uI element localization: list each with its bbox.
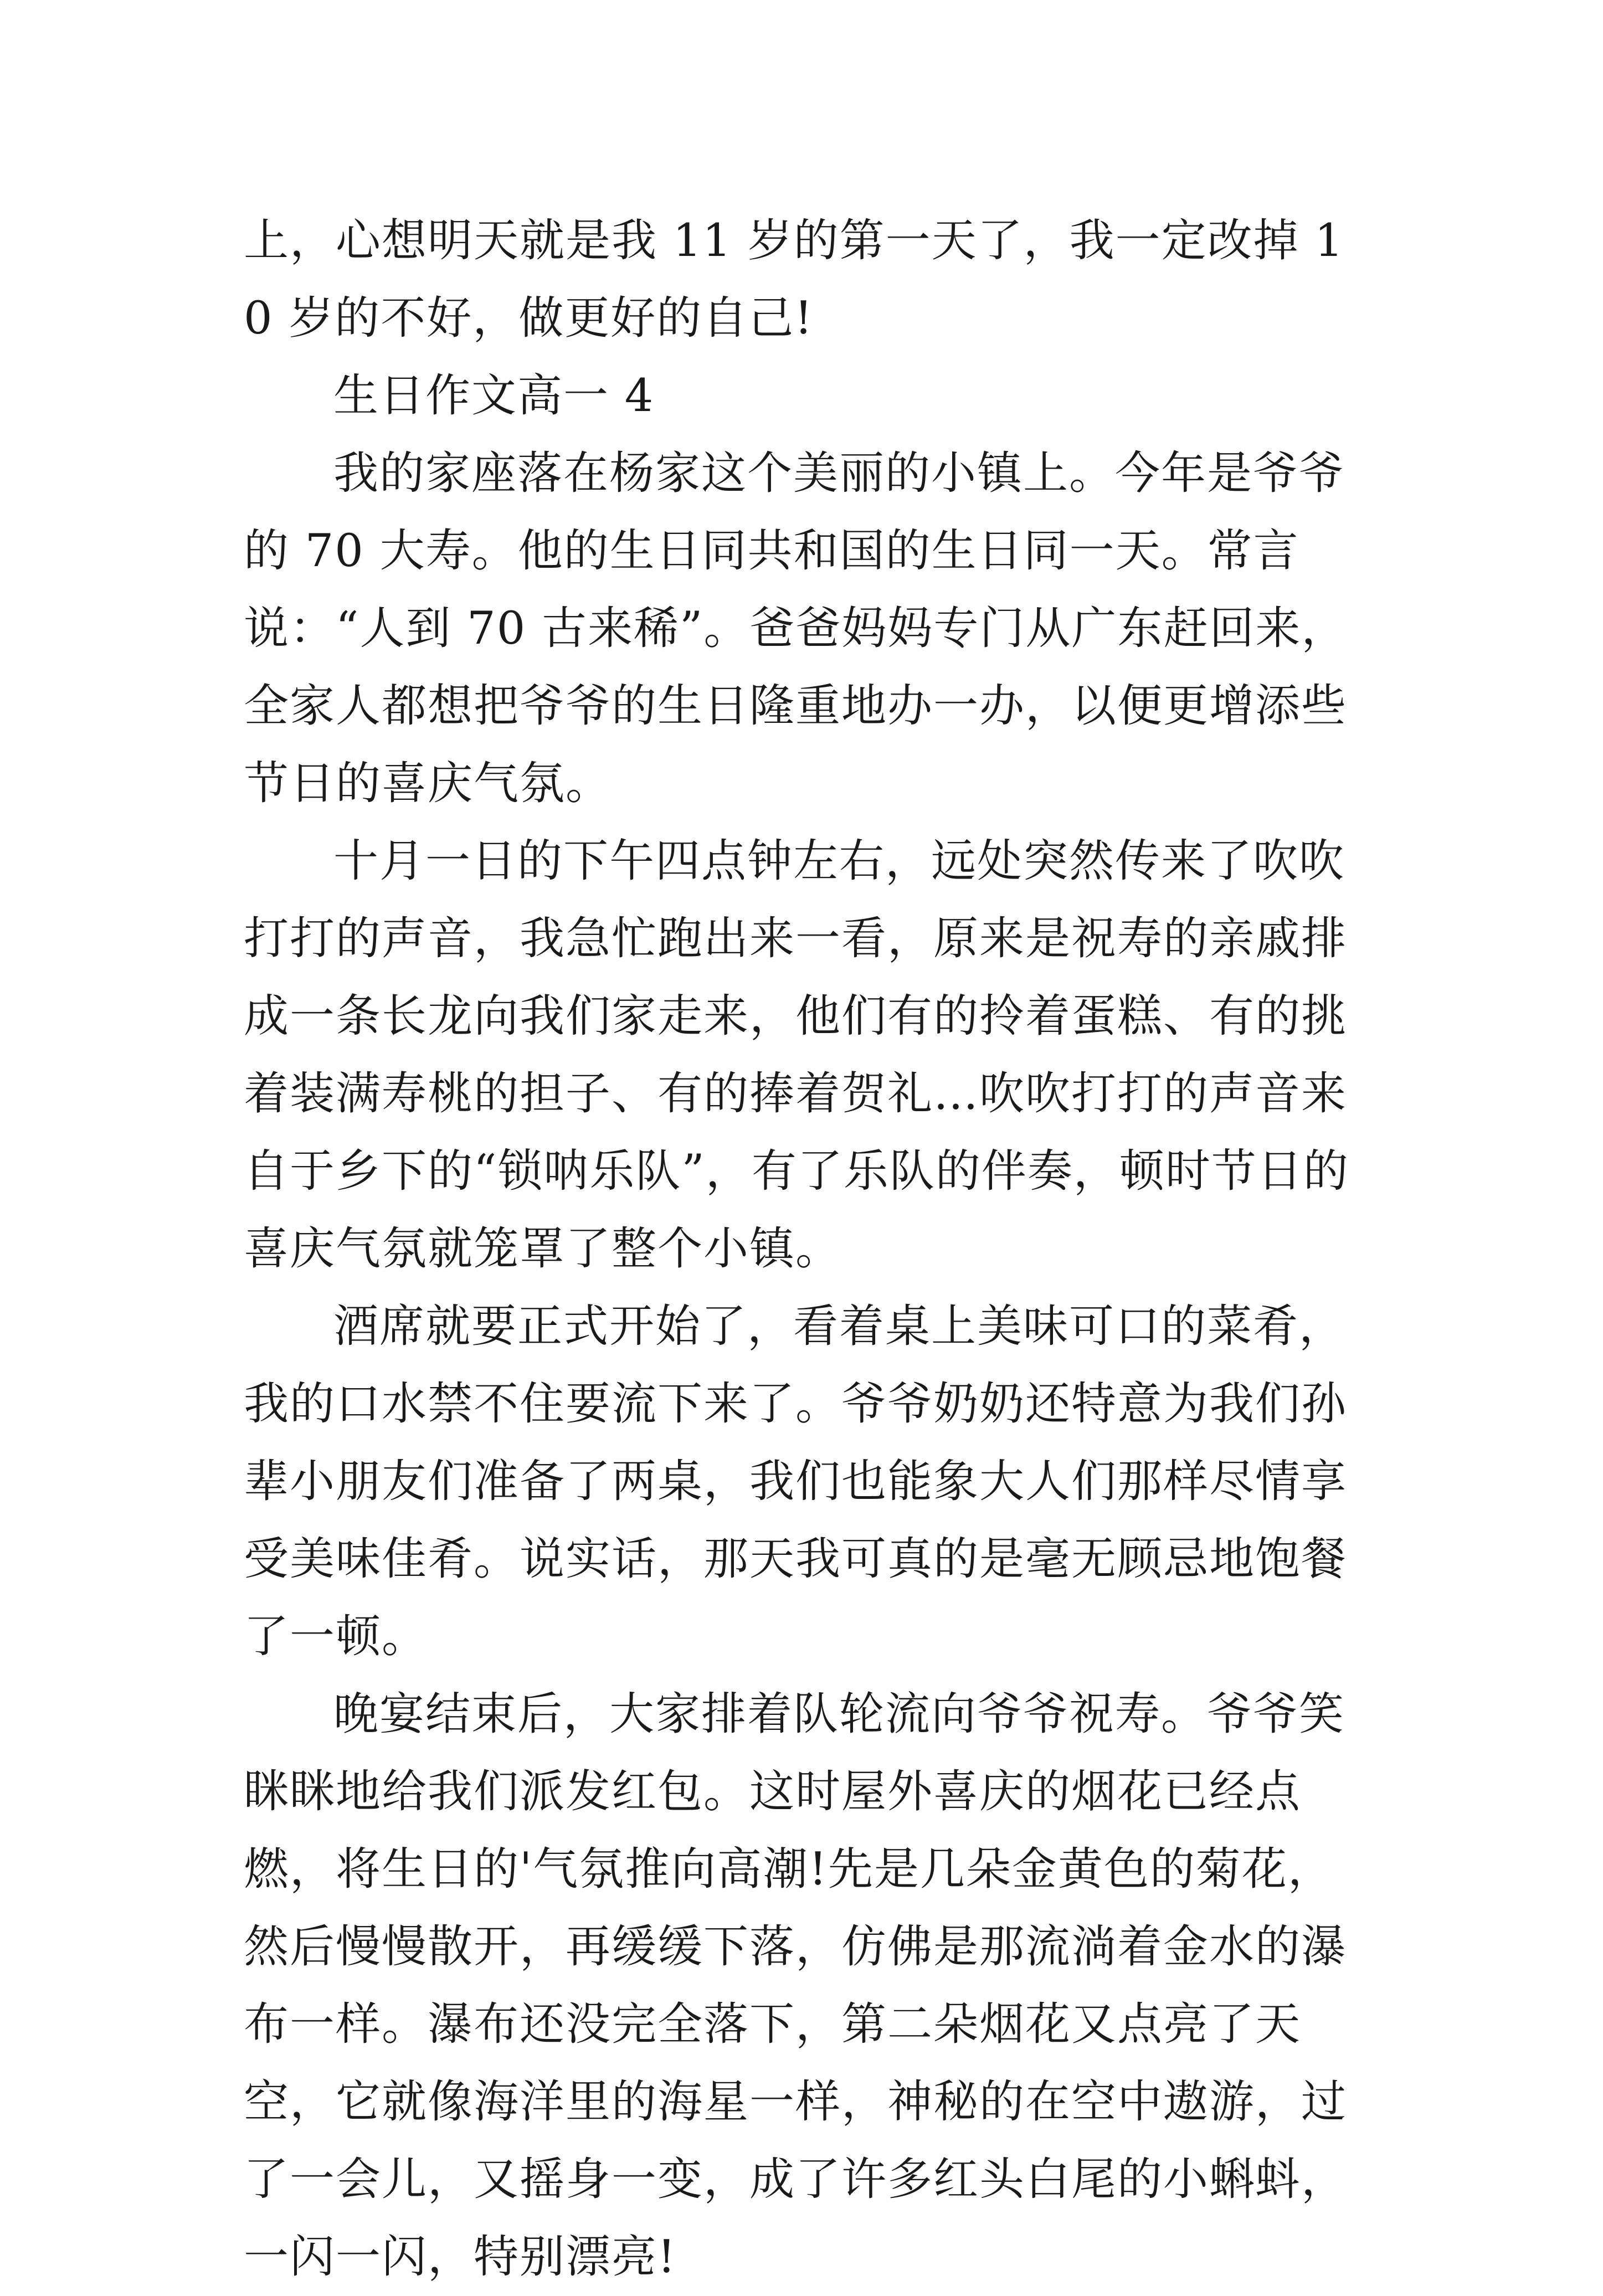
paragraph: 晚宴结束后，大家排着队轮流向爷爷祝寿。爷爷笑眯眯地给我们派发红包。这时屋外喜庆的烟花已经点燃，将生日的'气氛推向高潮!先是几朵金黄色的菊花，然后慢慢散开，再缓缓下落，仿佛是那流淌着金水的瀑布一样。瀑布还没完全落下，第二朵烟花又点亮了天空，它就像海洋里的海星一样，神秘的在空中遨游，过了一会儿，又摇身一变，成了许多红头白尾的小蝌蚪，一闪一闪，特别漂亮! <box>244 1688 1348 2283</box>
document-body <box>244 202 1374 2296</box>
paragraph: 酒席就要正式开始了，看着桌上美味可口的菜肴，我的口水禁不住要流下来了。爷爷奶奶还特意为我们孙辈小朋友们准备了两桌，我们也能象大人们那样尽情享受美味佳肴。说实话，那天我可真的是毫无顾忌地饱餐了一顿。 <box>244 1301 1348 1663</box>
paragraph-continuation: 上，心想明天就是我 11 岁的第一天了，我一定改掉 10 岁的不好，做更好的自己! <box>244 215 1344 345</box>
section-heading: 生日作文高一 4 <box>333 370 655 422</box>
paragraph: 我的家座落在杨家这个美丽的小镇上。今年是爷爷的 70 大寿。他的生日同共和国的生日同一天。常言说：“人到 70 古来稀”。爸爸妈妈专门从广东赶回来，全家人都想把爷爷的生日隆重地办一办，以便更增添些节日的喜庆气氛。 <box>244 448 1348 810</box>
paragraph: 十月一日的下午四点钟左右，远处突然传来了吹吹打打的声音，我急忙跑出来一看，原来是祝寿的亲戚排成一条长龙向我们家走来，他们有的拎着蛋糕、有的挑着装满寿桃的担子、有的捧着贺礼…吹吹打打的声音来自于乡下的“锁呐乐队”，有了乐队的伴奏，顿时节日的喜庆气氛就笼罩了整个小镇。 <box>244 835 1349 1275</box>
